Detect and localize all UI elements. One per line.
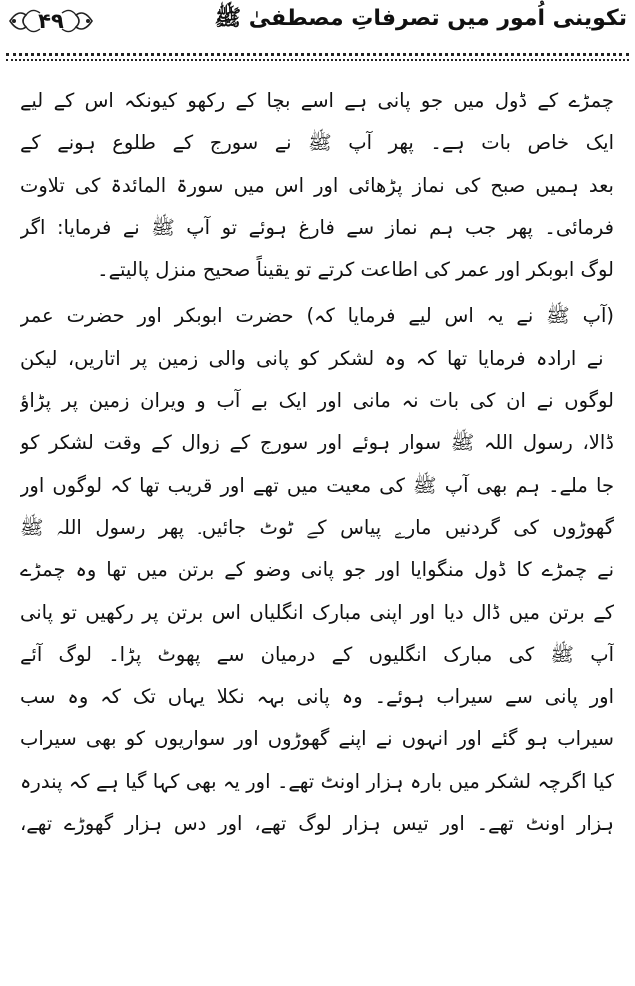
paragraph — [20, 80, 614, 291]
text-line: بعد ہمیں صبح کی نماز پڑھائی اور اس میں سورۃ المائدۃ کی تلاوت — [20, 173, 614, 197]
text-line: گھوڑوں کی گردنیں مارے پیاس کے ٹوٹ جائیں۔ پھر رسول اللہ ﷺ — [20, 515, 614, 539]
text-line: ڈالا، رسول اللہ ﷺ سوار ہوئے اور سورج کے زوال کے وقت لشکر کو — [20, 431, 614, 455]
text-line: اور پانی سے سیراب ہوئے۔ وہ پانی بہہ نکلا یہاں تک کہ وہ سب — [20, 685, 614, 709]
text-line: چمڑے کے ڈول میں جو پانی ہے اسے بچا کے رکھو کیونکہ اس کے لیے — [20, 89, 614, 112]
text-line: جا ملے۔ ہم بھی آپ ﷺ کی معیت میں تھے اور قریب تھا کہ لوگوں اور — [20, 473, 614, 497]
header-divider-secondary — [6, 59, 629, 61]
text-line: نے چمڑے کا ڈول منگوایا اور جو پانی وضو کے برتن میں تھا وہ چمڑے — [20, 558, 614, 582]
text-line: کیا اگرچہ لشکر میں بارہ ہزار اونٹ تھے۔ اور یہ بھی کہا گیا ہے کہ پندرہ — [20, 769, 614, 793]
body-text — [20, 80, 614, 845]
text-line: (آپ ﷺ نے یہ اس لیے فرمایا کہ) حضرت ابوبکر اور حضرت عمر — [20, 304, 614, 328]
paragraph — [20, 295, 614, 845]
text-line: آپ ﷺ کی مبارک انگلیوں کے درمیان سے پھوٹ پڑا۔ لوگ آئے — [20, 642, 614, 666]
text-line: کے برتن میں ڈال دیا اور اپنی مبارک انگلیاں اس برتن پر رکھیں تو پانی — [20, 600, 614, 624]
text-line: لوگ ابوبکر اور عمر کی اطاعت کرتے تو یقیناً صحیح منزل پالیتے۔ — [97, 258, 614, 282]
text-line: فرمائی۔ پھر جب ہم نماز سے فارغ ہوئے تو آپ ﷺ نے فرمایا: اگر — [20, 215, 614, 239]
page-header — [0, 0, 635, 46]
text-line: سیراب ہو گئے اور انہوں نے اپنے گھوڑوں اور سواریوں کو بھی سیراب — [20, 727, 614, 751]
header-divider — [6, 53, 629, 56]
text-line: ؓ نے ارادہ فرمایا تھا کہ وہ لشکر کو پانی والی زمین پر اتاریں، لیکن — [20, 346, 614, 370]
text-line: ایک خاص بات ہے۔ پھر آپ ﷺ نے سورج کے طلوع ہونے کے — [20, 131, 614, 155]
text-line: ہزار اونٹ تھے۔ اور تیس ہزار لوگ تھے، اور دس ہزار گھوڑے تھے، — [20, 812, 614, 836]
page-number-ornament — [8, 5, 94, 37]
page-number: ۴۹ — [38, 9, 64, 33]
text-line: لوگوں نے ان کی بات نہ مانی اور ایک بے آب و ویران زمین پر پڑاؤ — [20, 389, 614, 413]
running-title: تکوینی اُمور میں تصرفاتِ مصطفیٰ ﷺ — [214, 6, 627, 31]
